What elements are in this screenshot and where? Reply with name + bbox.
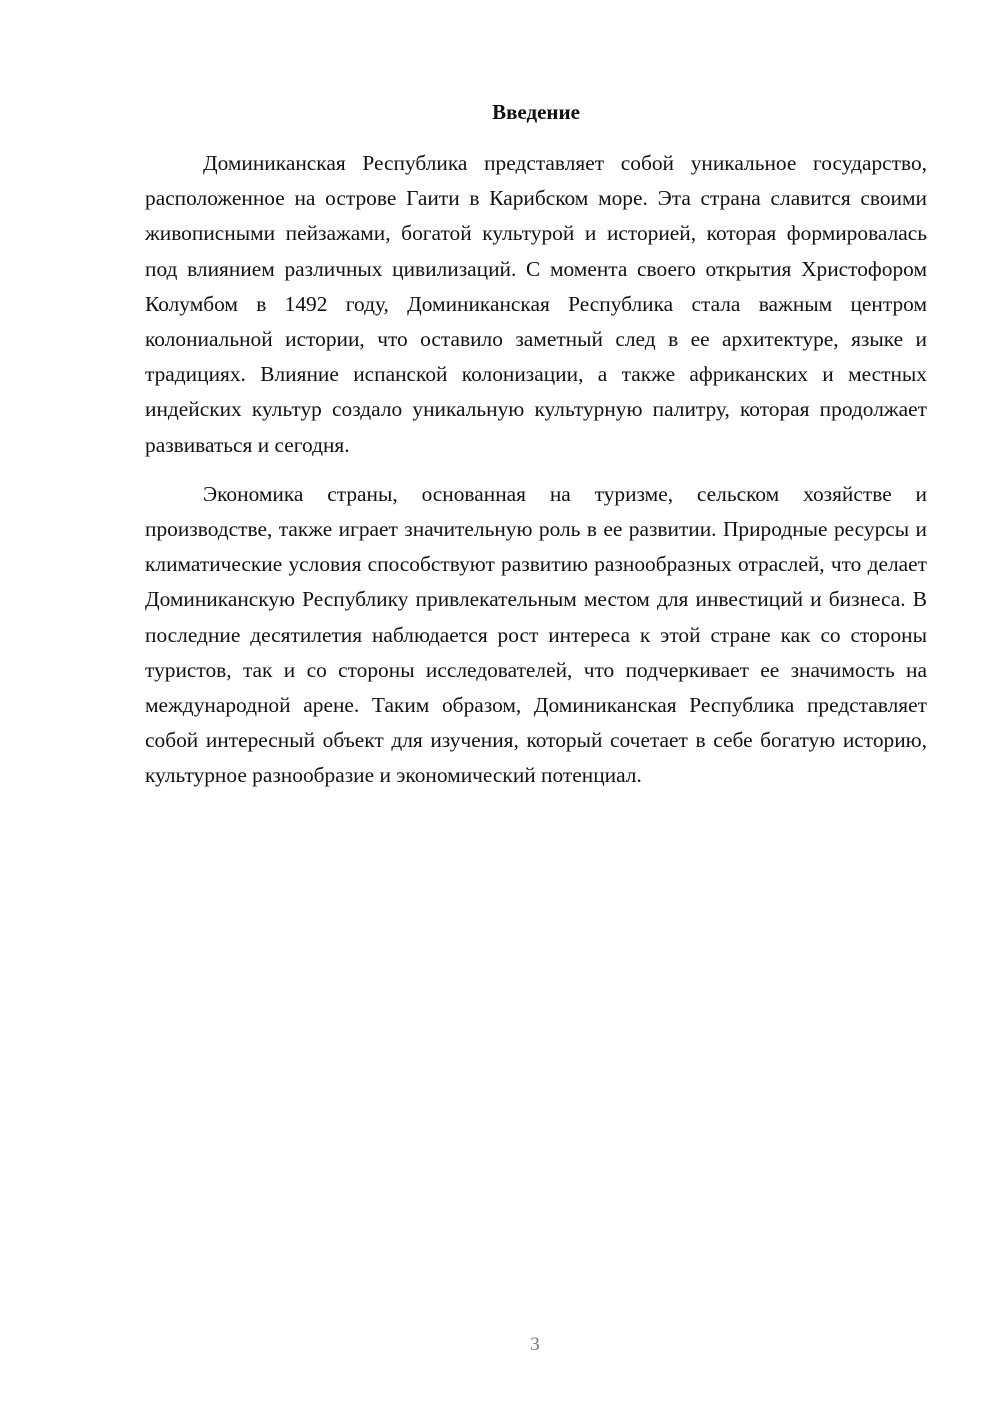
section-title: Введение bbox=[492, 100, 580, 124]
paragraph-intro: Доминиканская Республика представляет собой уникальное государство, расположенное на острове Гаити в Карибском море. Эта страна славится своими живописными пейзажами, богатой культурой и историей, которая формировалась под влиянием различных цивилизаций. С момента своего открытия Христофором Колумбом в 1492 году, Доминиканская Республика стала важным центром колониальной истории, что оставило заметный след в ее архитектуре, языке и традициях. Влияние испанской колонизации, а также африканских и местных индейских культур создало уникальную культурную палитру, которая продолжает развиваться и сегодня. bbox=[145, 151, 927, 457]
paragraph-economy: Экономика страны, основанная на туризме, сельском хозяйстве и производстве, также играет значительную роль в ее развитии. Природные ресурсы и климатические условия способствуют развитию разнообразных отраслей, что делает Доминиканскую Республику привлекательным местом для инвестиций и бизнеса. В последние десятилетия наблюдается рост интереса к этой стране как со стороны туристов, так и со стороны исследователей, что подчеркивает ее значимость на международной арене. Таким образом, Доминиканская Республика представляет собой интересный объект для изучения, который сочетает в себе богатую историю, культурное разнообразие и экономический потенциал. bbox=[145, 481, 927, 788]
page-number: 3 bbox=[530, 1334, 540, 1355]
document-body bbox=[145, 98, 927, 794]
